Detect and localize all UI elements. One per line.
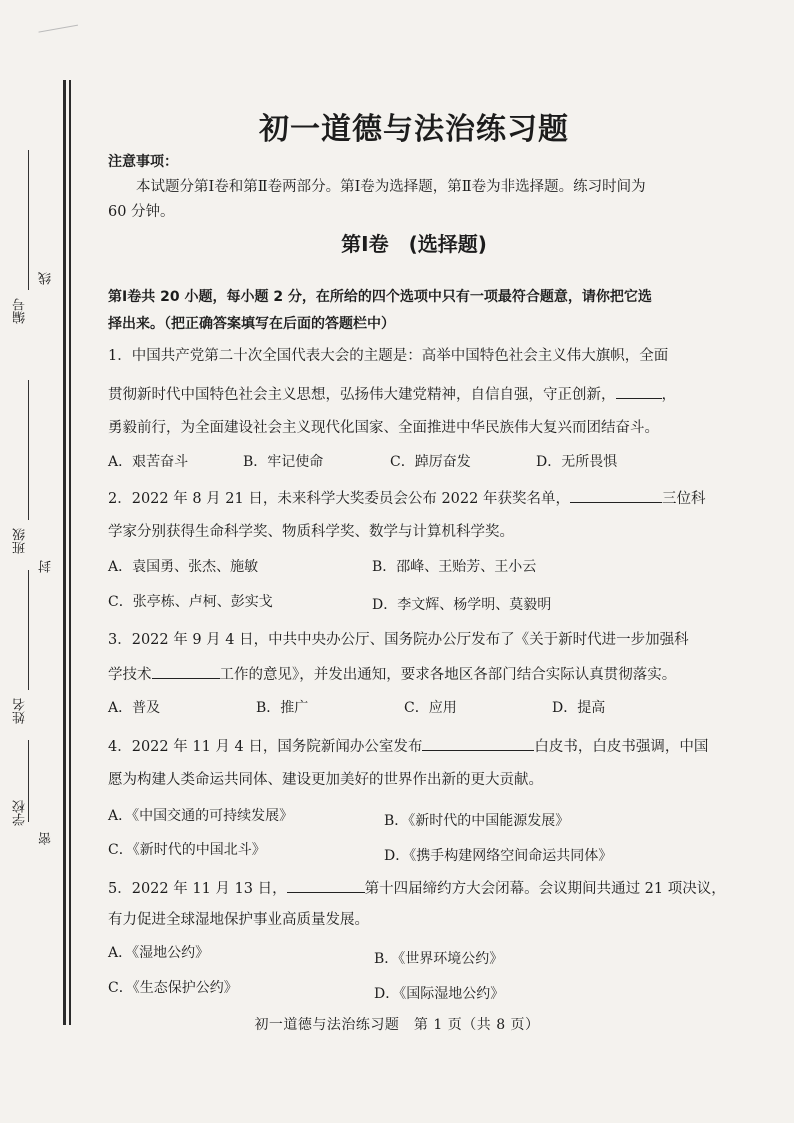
q1-option-d: D．无所畏惧 (536, 454, 618, 470)
instructions-line-2: 择出来。（把正确答案填写在后面的答题栏中） (108, 316, 395, 332)
question-4-line-1 (108, 736, 720, 757)
question-5-line-1 (108, 878, 726, 899)
notice-line-1: 本试题分第Ⅰ卷和第Ⅱ卷两部分。第Ⅰ卷为选择题，第Ⅱ卷为非选择题。练习时间为 (136, 179, 646, 195)
class-field-line (28, 380, 29, 520)
q1-option-c: C．踔厉奋发 (390, 454, 471, 470)
field-label-school: 学校 (13, 800, 28, 826)
question-4-line-1-tail: 白皮书，白皮书强调，中国 (534, 739, 709, 755)
answer-blank (152, 664, 220, 679)
q2-option-d: D．李文辉、杨学明、莫毅明 (372, 597, 552, 613)
question-5-line-1-tail: 第十四届缔约方大会闭幕。会议期间共通过 21 项决议， (364, 881, 726, 897)
school-field-line (28, 740, 29, 822)
q3-option-d: D．提高 (552, 700, 606, 716)
q2-option-b: B．邵峰、王贻芳、王小云 (372, 559, 537, 575)
seal-char-secret: 密 (39, 832, 54, 845)
question-1-line-2: 贯彻新时代中国特色社会主义思想，弘扬伟大建党精神，自信自强，守正创新， ， (108, 384, 720, 405)
q3-option-a: A．普及 (108, 700, 161, 716)
field-label-name: 姓名 (13, 698, 28, 724)
q4-option-a: A．《中国交通的可持续发展》 (108, 808, 294, 824)
q3-option-c: C．应用 (404, 700, 457, 716)
q5-option-c: C．《生态保护公约》 (108, 980, 238, 996)
notice-line-2: 60 分钟。 (108, 204, 175, 220)
page-title: 初一道德与法治练习题 (259, 112, 569, 147)
field-label-id: 编号 (13, 298, 28, 324)
q5-option-a: A．《湿地公约》 (108, 945, 210, 961)
seal-char-line: 线 (39, 272, 54, 285)
question-1-line-2-text: 贯彻新时代中国特色社会主义思想，弘扬伟大建党精神，自信自强，守正创新， (108, 387, 616, 403)
binding-column (0, 0, 78, 1123)
question-1-line-3: 勇毅前行，为全面建设社会主义现代化国家、全面推进中华民族伟大复兴而团结奋斗。 (108, 420, 659, 436)
question-5-line-1-text: 5．2022 年 11 月 13 日， (108, 881, 287, 897)
question-1-line-1: 1．中国共产党第二十次全国代表大会的主题是：高举中国特色社会主义伟大旗帜，全面 (108, 348, 669, 364)
answer-blank (287, 878, 365, 893)
question-3-line-2-text: 学技术 (108, 667, 152, 683)
question-3-line-1: 3．2022 年 9 月 4 日，中共中央办公厅、国务院办公厅发布了《关于新时代进一步加强科 (108, 632, 689, 648)
binding-line-inner (69, 80, 71, 1025)
seal-char-seal: 封 (39, 560, 54, 573)
answer-blank (422, 736, 534, 751)
question-2-line-2: 学家分别获得生命科学奖、物质科学奖、数学与计算机科学奖。 (108, 524, 514, 540)
q2-option-c: C．张亭栋、卢柯、彭实戈 (108, 594, 273, 610)
q5-option-b: B．《世界环境公约》 (374, 951, 504, 967)
binding-line-outer (63, 80, 66, 1025)
answer-blank (616, 384, 662, 399)
notice-heading: 注意事项： (108, 154, 178, 170)
q1-option-a: A．艰苦奋斗 (108, 454, 189, 470)
q1-option-b: B．牢记使命 (243, 454, 324, 470)
q5-option-d: D．《国际湿地公约》 (374, 986, 505, 1002)
q4-option-c: C．《新时代的中国北斗》 (108, 842, 266, 858)
question-3-line-2-tail: 工作的意见》，并发出通知，要求各地区各部门结合实际认真贯彻落实。 (219, 667, 677, 683)
question-2-line-1-text: 2．2022 年 8 月 21 日，未来科学大奖委员会公布 2022 年获奖名单， (108, 491, 570, 507)
answer-blank (570, 488, 662, 503)
page-footer: 初一道德与法治练习题 第 1 页（共 8 页） (254, 1017, 540, 1033)
q4-option-b: B．《新时代的中国能源发展》 (384, 813, 570, 829)
question-2-line-1-tail: 三位科 (661, 491, 706, 507)
field-label-class: 班级 (13, 528, 28, 554)
name-field-line (28, 570, 29, 690)
q4-option-d: D．《携手构建网络空间命运共同体》 (384, 848, 613, 864)
question-4-line-1-text: 4．2022 年 11 月 4 日，国务院新闻办公室发布 (108, 739, 423, 755)
q2-option-a: A．袁国勇、张杰、施敏 (108, 559, 259, 575)
section-title: 第Ⅰ卷 (选择题) (341, 232, 487, 256)
q3-option-b: B．推广 (256, 700, 309, 716)
question-2-line-1 (108, 488, 720, 509)
question-5-line-2: 有力促进全球湿地保护事业高质量发展。 (108, 912, 369, 928)
question-3-line-2 (108, 664, 720, 685)
question-4-line-2: 愿为构建人类命运共同体、建设更加美好的世界作出新的更大贡献。 (108, 772, 543, 788)
id-field-line (28, 150, 29, 290)
instructions-line-1: 第Ⅰ卷共 20 小题，每小题 2 分，在所给的四个选项中只有一项最符合题意，请你把它选 (108, 289, 652, 305)
